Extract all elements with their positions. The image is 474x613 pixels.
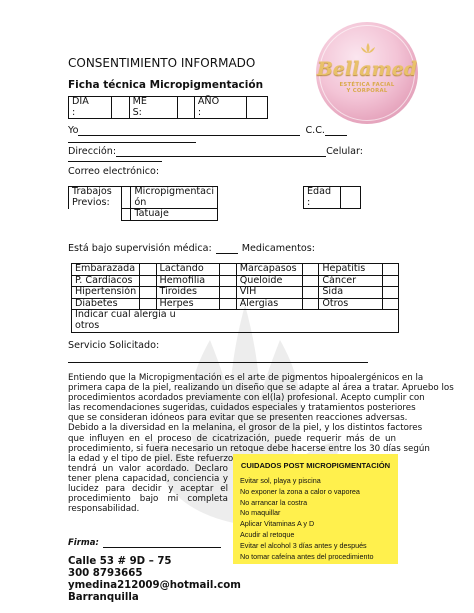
condition-label: Hepatitis	[319, 264, 382, 276]
condition-checkbox[interactable]	[220, 264, 236, 276]
condition-checkbox[interactable]	[303, 298, 319, 310]
contact-email: ymedina212009@hotmail.com	[68, 580, 241, 591]
cuidado-item: Aplicar Vitaminas A y D	[240, 519, 315, 529]
condition-checkbox[interactable]	[382, 287, 398, 299]
conditions-row	[72, 287, 399, 299]
contact-address: Calle 53 # 9D – 75	[68, 556, 172, 567]
tatuaje-option[interactable]: Tatuaje	[131, 209, 218, 221]
paragraph-line: procedimientos acordados previamente con el(la) profesional. Acepto cumplir con	[68, 393, 425, 404]
supervision-label: Está bajo supervisión médica:	[68, 243, 212, 254]
condition-label: VIH	[236, 287, 302, 299]
condition-checkbox[interactable]	[140, 275, 156, 287]
trabajos-check-2[interactable]	[122, 209, 131, 221]
condition-checkbox[interactable]	[220, 275, 236, 287]
page-subtitle: Ficha técnica Micropigmentación	[68, 79, 264, 91]
paragraph-line: las recomendaciones sugeridas, cuidados especiales y tratamientos posteriores	[68, 403, 416, 414]
condition-label: Embarazada	[72, 264, 140, 276]
paragraph-line: que influyen en el proceso de cicatrización, puede requerir más de un	[68, 433, 396, 444]
contact-block	[68, 556, 241, 604]
direccion-label: Dirección:	[68, 146, 117, 157]
paragraph-line: procedimiento, si fuera necesario un retoque debe hacerse entre los 30 días según	[68, 443, 430, 454]
trabajos-empty-cell	[69, 209, 122, 221]
medicamentos-label: Medicamentos:	[241, 243, 315, 254]
condition-checkbox[interactable]	[220, 287, 236, 299]
allergy-label: Indicar cual alergia u	[75, 309, 176, 320]
cc-input-line[interactable]	[325, 124, 347, 136]
firma-row	[68, 536, 221, 548]
contact-city: Barranquilla	[68, 592, 139, 603]
paragraph-line: primera capa de la piel, realizando un diseño que se adapte al área a tratar. Apruebo los	[68, 383, 454, 394]
month-cell[interactable]	[129, 97, 177, 119]
page-title: CONSENTIMIENTO INFORMADO	[68, 56, 256, 70]
cuidados-title: CUIDADOS POST MICROPIGMENTACIÓN	[240, 461, 391, 470]
condition-checkbox[interactable]	[382, 298, 398, 310]
conditions-table	[71, 263, 399, 333]
trabajos-table	[68, 186, 218, 221]
cuidado-item: Acudir al retoque	[240, 529, 295, 539]
condition-label: Diabetes	[72, 298, 140, 310]
paragraph-line: tener plena capacidad, conciencia y	[68, 474, 228, 485]
paragraph-line: la edad y el tipo de piel. Este refuerzo	[68, 454, 234, 464]
condition-label: Hipertensión	[72, 287, 140, 299]
month-label: ME	[132, 96, 147, 107]
trabajos-label-cell	[69, 187, 122, 209]
condition-checkbox[interactable]	[303, 264, 319, 276]
condition-label: Marcapasos	[236, 264, 302, 276]
servicio-label: Servicio Solicitado:	[68, 340, 160, 351]
micropigmentacion-label-2: ón	[134, 196, 147, 208]
allergy-field[interactable]	[72, 310, 399, 333]
condition-checkbox[interactable]	[303, 287, 319, 299]
paragraph-line: Entiendo que la Micropigmentación es el arte de pigmentos hipoalergénicos en la	[68, 373, 424, 383]
condition-checkbox[interactable]	[382, 275, 398, 287]
year-spacer-cell	[247, 97, 268, 119]
logo-subtitle-line-1: ESTÉTICA FACIAL	[339, 82, 395, 88]
condition-checkbox[interactable]	[303, 275, 319, 287]
condition-checkbox[interactable]	[220, 298, 236, 310]
condition-label: Cáncer	[319, 275, 382, 287]
day-label: DIA	[72, 96, 89, 107]
conditions-row	[72, 264, 399, 276]
day-label-colon: :	[72, 106, 76, 118]
year-label: AÑO	[197, 96, 220, 107]
allergy-label: otros	[75, 319, 100, 331]
direccion-continuation-line[interactable]	[68, 150, 162, 162]
cuidado-item: No exponer la zona a calor o vaporea	[240, 486, 360, 496]
edad-label-colon: :	[307, 196, 311, 208]
trabajos-check-1[interactable]	[122, 187, 131, 209]
firma-input-line[interactable]	[103, 536, 221, 548]
cuidado-item: Evitar sol, playa y piscina	[240, 476, 321, 485]
condition-label: Sida	[319, 287, 382, 299]
condition-label: Tiroides	[156, 287, 220, 299]
servicio-input-line[interactable]	[68, 351, 368, 363]
month-spacer-cell	[177, 97, 194, 119]
yo-label: Yo	[68, 125, 79, 136]
condition-checkbox[interactable]	[140, 264, 156, 276]
consent-paragraph	[68, 373, 454, 454]
paragraph-line: Debido a la diversidad en la melanina, el grosor de la piel, y los distintos factores	[68, 423, 423, 434]
supervision-input-line[interactable]	[216, 242, 238, 254]
month-label-2: S:	[132, 106, 142, 118]
correo-label: Correo electrónico:	[68, 166, 160, 177]
condition-label: Otros	[319, 298, 382, 310]
condition-label: Lactando	[156, 264, 220, 276]
conditions-row	[72, 275, 399, 287]
cuidados-box	[233, 454, 398, 564]
condition-checkbox[interactable]	[382, 264, 398, 276]
paragraph-line: procedimiento bajo mi completa	[68, 494, 228, 505]
condition-checkbox[interactable]	[140, 298, 156, 310]
logo-brand: Bellamed	[316, 58, 418, 80]
condition-label: Hemofilia	[156, 275, 220, 287]
cuidados-list	[240, 476, 373, 562]
trabajos-label-1: Trabajos	[72, 186, 112, 197]
contact-phone: 300 8793665	[68, 568, 143, 579]
firma-label: Firma:	[68, 538, 99, 548]
logo-subtitle-line-2: Y CORPORAL	[346, 88, 388, 94]
cuidado-item: Evitar el alcohol 3 días antes y después	[240, 540, 367, 550]
cuidado-item: No tomar cafeína antes del procedimiento	[240, 551, 374, 561]
micropigmentacion-label-1: Micropigmentaci	[134, 186, 214, 197]
logo-subtitle	[316, 82, 418, 94]
cuidado-item: No maquillar	[240, 508, 281, 518]
paragraph-line: tendrá un valor acordado. Declaro	[68, 464, 228, 475]
paragraph-line: que se consideran idóneos para evitar que se presenten reacciones adversas.	[68, 413, 408, 424]
celular-label: Celular:	[326, 146, 363, 157]
cc-label: C.C.	[305, 125, 325, 136]
condition-label: Herpes	[156, 298, 220, 310]
condition-label: Alergias	[236, 298, 302, 310]
supervision-row	[68, 242, 315, 254]
edad-input-cell[interactable]	[340, 187, 360, 209]
allergy-row	[72, 310, 399, 333]
edad-label-cell	[304, 187, 341, 209]
conditions-row	[72, 298, 399, 310]
year-cell[interactable]	[194, 97, 247, 119]
bellamed-logo	[316, 22, 418, 124]
yo-continuation-line[interactable]	[68, 131, 196, 143]
edad-table	[303, 186, 361, 209]
condition-label: Queloide	[236, 275, 302, 287]
consent-paragraph-continued	[68, 454, 234, 515]
micropigmentacion-option[interactable]	[131, 187, 218, 209]
cuidado-item: No arrancar la costra	[240, 497, 308, 507]
date-table	[68, 96, 268, 119]
paragraph-line: responsabilidad.	[68, 504, 140, 515]
trabajos-label-2: Previos:	[72, 196, 110, 208]
condition-label: P. Cardíacos	[72, 275, 140, 287]
day-spacer-cell	[112, 97, 129, 119]
lotus-icon	[360, 42, 376, 54]
edad-label: Edad	[307, 186, 332, 197]
day-cell[interactable]	[69, 97, 112, 119]
condition-checkbox[interactable]	[140, 287, 156, 299]
paragraph-line: lucidez para decidir y aceptar el	[68, 484, 228, 495]
year-label-colon: :	[197, 106, 202, 118]
